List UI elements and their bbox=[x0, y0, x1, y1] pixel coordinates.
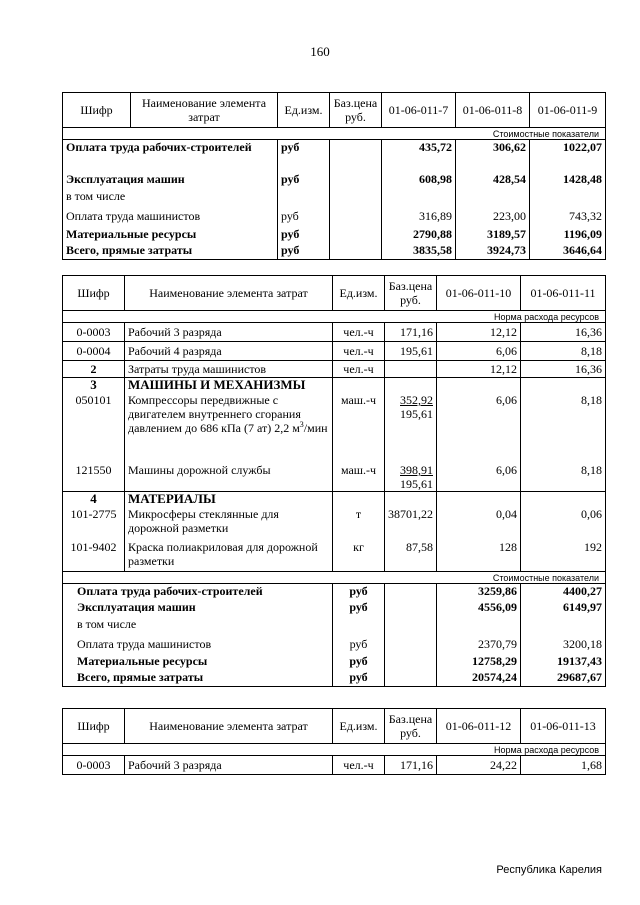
header-unit: Ед.изм. bbox=[278, 93, 330, 128]
table-header-row bbox=[63, 93, 606, 128]
group-title: МАТЕРИАЛЫ bbox=[125, 492, 333, 508]
header-price: Баз.цена руб. bbox=[385, 709, 437, 744]
header-col-c: 01-06-011-9 bbox=[530, 93, 606, 128]
table-row bbox=[63, 323, 606, 342]
row-value: 128 bbox=[437, 540, 521, 572]
header-price: Баз.цена руб. bbox=[385, 276, 437, 311]
row-value: 0,04 bbox=[437, 507, 521, 540]
row-price: 195,61 bbox=[385, 342, 437, 361]
row-value: 608,98 bbox=[382, 170, 456, 189]
row-unit: т bbox=[333, 507, 385, 540]
header-name: Наименование элемента затрат bbox=[125, 709, 333, 744]
row-unit: руб bbox=[333, 636, 385, 654]
row-value: 3835,58 bbox=[382, 243, 456, 260]
table-row bbox=[63, 636, 606, 654]
row-name: Оплата труда рабочих-строителей bbox=[63, 140, 278, 171]
cost-table-1 bbox=[62, 92, 606, 260]
row-unit: руб bbox=[278, 207, 330, 226]
header-col-a: 01-06-011-7 bbox=[382, 93, 456, 128]
header-code: Шифр bbox=[63, 709, 125, 744]
row-unit: маш.-ч bbox=[333, 463, 385, 492]
table-row bbox=[63, 170, 606, 189]
table-row bbox=[63, 342, 606, 361]
row-value: 4400,27 bbox=[521, 584, 606, 601]
price-labor: 195,61 bbox=[400, 477, 433, 491]
price-labor: 195,61 bbox=[400, 407, 433, 421]
resource-table-3 bbox=[62, 708, 606, 775]
row-name: Эксплуатация машин bbox=[63, 600, 333, 615]
row-value: 743,32 bbox=[530, 207, 606, 226]
table-row bbox=[63, 507, 606, 540]
row-unit: маш.-ч bbox=[333, 393, 385, 463]
row-name: Машины дорожной службы bbox=[125, 463, 333, 492]
row-name bbox=[125, 393, 333, 463]
row-name-text: Компрессоры передвижные с двигателем внутреннего сгорания давлением до 686 кПа (7 ат) 2,2 м bbox=[128, 393, 301, 435]
row-value: 8,18 bbox=[521, 463, 606, 492]
row-value: 2790,88 bbox=[382, 226, 456, 243]
row-value: 4556,09 bbox=[437, 600, 521, 615]
row-value: 1196,09 bbox=[530, 226, 606, 243]
row-name: Краска полиакриловая для дорожной разметки bbox=[125, 540, 333, 572]
row-value: 192 bbox=[521, 540, 606, 572]
group-title: МАШИНЫ И МЕХАНИЗМЫ bbox=[125, 378, 333, 394]
row-value: 3646,64 bbox=[530, 243, 606, 260]
row-value: 19137,43 bbox=[521, 654, 606, 670]
group-code: 4 bbox=[63, 492, 125, 508]
table-row bbox=[63, 140, 606, 171]
table-header-row bbox=[63, 709, 606, 744]
row-price: 171,16 bbox=[385, 756, 437, 775]
section-label: Норма расхода ресурсов bbox=[63, 311, 606, 323]
header-name: Наименование элемента затрат bbox=[131, 93, 278, 128]
table-row bbox=[63, 600, 606, 615]
header-col-b: 01-06-011-13 bbox=[521, 709, 606, 744]
row-value: 29687,67 bbox=[521, 670, 606, 687]
row-unit: чел.-ч bbox=[333, 756, 385, 775]
row-code: 050101 bbox=[63, 393, 125, 463]
row-code: 0-0003 bbox=[63, 756, 125, 775]
table-row bbox=[63, 189, 606, 207]
row-unit: руб bbox=[278, 140, 330, 171]
row-name: Микросферы стеклянные для дорожной разметки bbox=[125, 507, 333, 540]
row-value: 3200,18 bbox=[521, 636, 606, 654]
header-col-b: 01-06-011-11 bbox=[521, 276, 606, 311]
row-value: 6,06 bbox=[437, 463, 521, 492]
row-value: 1022,07 bbox=[530, 140, 606, 171]
row-value: 6149,97 bbox=[521, 600, 606, 615]
row-unit: руб bbox=[333, 654, 385, 670]
header-col-a: 01-06-011-10 bbox=[437, 276, 521, 311]
row-value: 3259,86 bbox=[437, 584, 521, 601]
row-value: 1428,48 bbox=[530, 170, 606, 189]
row-value: 3924,73 bbox=[456, 243, 530, 260]
row-value: 20574,24 bbox=[437, 670, 521, 687]
row-name: Всего, прямые затраты bbox=[63, 243, 278, 260]
row-name: Оплата труда рабочих-строителей bbox=[63, 584, 333, 601]
row-price bbox=[385, 393, 437, 463]
row-name: Эксплуатация машин bbox=[63, 170, 278, 189]
row-name: Оплата труда машинистов bbox=[63, 636, 333, 654]
row-name: Всего, прямые затраты bbox=[63, 670, 333, 687]
group-row bbox=[63, 492, 606, 508]
row-value: 428,54 bbox=[456, 170, 530, 189]
row-value: 6,06 bbox=[437, 393, 521, 463]
header-price: Баз.цена руб. bbox=[330, 93, 382, 128]
header-col-b: 01-06-011-8 bbox=[456, 93, 530, 128]
row-value: 8,18 bbox=[521, 393, 606, 463]
section-label: Норма расхода ресурсов bbox=[63, 744, 606, 756]
table-row bbox=[63, 654, 606, 670]
row-name: Материальные ресурсы bbox=[63, 226, 278, 243]
row-code: 0-0004 bbox=[63, 342, 125, 361]
row-name: в том числе bbox=[63, 189, 278, 207]
row-name: в том числе bbox=[63, 615, 333, 636]
row-name: Затраты труда машинистов bbox=[125, 361, 333, 378]
table-row bbox=[63, 226, 606, 243]
row-value: 0,06 bbox=[521, 507, 606, 540]
row-code: 101-2775 bbox=[63, 507, 125, 540]
row-value: 8,18 bbox=[521, 342, 606, 361]
row-price: 171,16 bbox=[385, 323, 437, 342]
row-unit: чел.-ч bbox=[333, 342, 385, 361]
section-label: Стоимостные показатели bbox=[63, 128, 606, 140]
row-name: Оплата труда машинистов bbox=[63, 207, 278, 226]
group-row bbox=[63, 378, 606, 394]
row-name: Рабочий 3 разряда bbox=[125, 323, 333, 342]
row-unit: руб bbox=[333, 584, 385, 601]
footer-region: Республика Карелия bbox=[496, 864, 602, 876]
row-unit: руб bbox=[278, 170, 330, 189]
row-unit: кг bbox=[333, 540, 385, 572]
row-value: 6,06 bbox=[437, 342, 521, 361]
table-row bbox=[63, 361, 606, 378]
row-value: 24,22 bbox=[437, 756, 521, 775]
header-unit: Ед.изм. bbox=[333, 709, 385, 744]
row-unit: чел.-ч bbox=[333, 361, 385, 378]
row-value: 2370,79 bbox=[437, 636, 521, 654]
section-label: Стоимостные показатели bbox=[63, 572, 606, 584]
header-unit: Ед.изм. bbox=[333, 276, 385, 311]
table-row bbox=[63, 670, 606, 687]
row-code: 101-9402 bbox=[63, 540, 125, 572]
row-price: 87,58 bbox=[385, 540, 437, 572]
row-value: 16,36 bbox=[521, 361, 606, 378]
row-code: 2 bbox=[63, 361, 125, 378]
table-row bbox=[63, 243, 606, 260]
row-unit: руб bbox=[278, 226, 330, 243]
row-price: 38701,22 bbox=[385, 507, 437, 540]
row-unit: руб bbox=[333, 670, 385, 687]
row-value: 12,12 bbox=[437, 323, 521, 342]
header-code: Шифр bbox=[63, 93, 131, 128]
row-value: 1,68 bbox=[521, 756, 606, 775]
row-code: 121550 bbox=[63, 463, 125, 492]
row-value: 316,89 bbox=[382, 207, 456, 226]
row-code: 0-0003 bbox=[63, 323, 125, 342]
table-row bbox=[63, 756, 606, 775]
table-row bbox=[63, 463, 606, 492]
row-unit: руб bbox=[333, 600, 385, 615]
group-code: 3 bbox=[63, 378, 125, 394]
row-name: Рабочий 4 разряда bbox=[125, 342, 333, 361]
row-name: Материальные ресурсы bbox=[63, 654, 333, 670]
table-header-row bbox=[63, 276, 606, 311]
header-code: Шифр bbox=[63, 276, 125, 311]
row-value: 3189,57 bbox=[456, 226, 530, 243]
row-value: 16,36 bbox=[521, 323, 606, 342]
row-value: 435,72 bbox=[382, 140, 456, 171]
header-col-a: 01-06-011-12 bbox=[437, 709, 521, 744]
row-value: 306,62 bbox=[456, 140, 530, 171]
row-name: Рабочий 3 разряда bbox=[125, 756, 333, 775]
row-unit: чел.-ч bbox=[333, 323, 385, 342]
resource-table-2 bbox=[62, 275, 606, 687]
row-value: 12758,29 bbox=[437, 654, 521, 670]
table-row bbox=[63, 584, 606, 601]
table-row bbox=[63, 540, 606, 572]
header-name: Наименование элемента затрат bbox=[125, 276, 333, 311]
table-row bbox=[63, 207, 606, 226]
row-value: 12,12 bbox=[437, 361, 521, 378]
row-price bbox=[385, 463, 437, 492]
price-base: 398,91 bbox=[400, 463, 433, 477]
row-unit: руб bbox=[278, 243, 330, 260]
table-row bbox=[63, 393, 606, 463]
row-name-tail: /мин bbox=[303, 421, 328, 435]
table-row bbox=[63, 615, 606, 636]
row-value: 223,00 bbox=[456, 207, 530, 226]
price-base: 352,92 bbox=[400, 393, 433, 407]
page-number: 160 bbox=[310, 44, 330, 59]
row-name-sup: 3 bbox=[299, 420, 304, 429]
